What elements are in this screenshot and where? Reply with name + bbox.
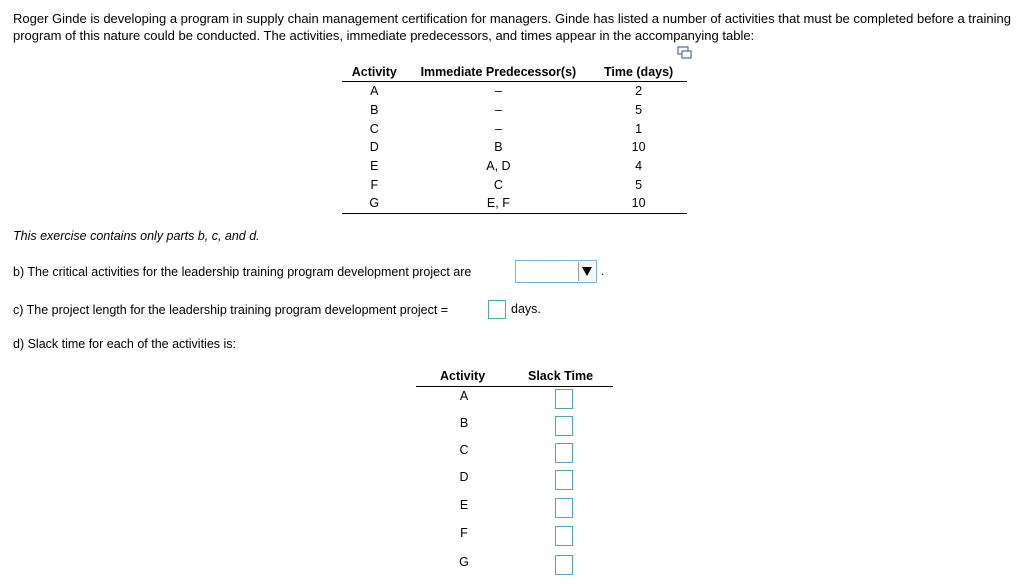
- cell-time: 1: [635, 121, 643, 136]
- cell-activity: A: [370, 84, 379, 99]
- slack-row: [416, 496, 613, 523]
- cell-activity: D: [369, 140, 379, 155]
- slack-activity-label: A: [459, 389, 469, 403]
- cell-predecessors: –: [494, 121, 502, 136]
- table-row: [342, 175, 687, 194]
- cell-predecessors: C: [493, 177, 503, 192]
- table-row: [342, 157, 687, 176]
- slack-activity-label: E: [459, 498, 469, 512]
- cell-activity: E: [370, 159, 379, 174]
- slack-input-f[interactable]: [555, 526, 573, 546]
- cell-time: 10: [631, 140, 646, 155]
- part-b-question: b) The critical activities for the leadership training program development project are: [13, 265, 472, 279]
- copy-to-clipboard-icon[interactable]: [677, 46, 692, 59]
- slack-table-header: [416, 366, 613, 387]
- critical-activities-dropdown[interactable]: [515, 260, 597, 283]
- cell-time: 4: [635, 159, 643, 174]
- cell-time: 5: [635, 103, 643, 118]
- header-time: Time (days): [590, 62, 687, 82]
- cell-activity: C: [369, 121, 379, 136]
- table-row: [342, 82, 687, 101]
- cell-predecessors: –: [494, 84, 502, 99]
- cell-predecessors: –: [494, 103, 502, 118]
- part-d-question: d) Slack time for each of the activities is:: [13, 337, 237, 351]
- slack-row: [416, 414, 613, 441]
- slack-row: [416, 387, 613, 414]
- header-predecessors: Immediate Predecessor(s): [407, 62, 591, 82]
- cell-predecessors: A, D: [486, 159, 511, 174]
- table-row: [342, 119, 687, 138]
- cell-time: 5: [635, 177, 643, 192]
- table-row: [342, 194, 687, 213]
- dropdown-arrow-icon[interactable]: [578, 262, 595, 281]
- slack-activity-label: D: [459, 470, 469, 484]
- slack-row: [416, 524, 613, 551]
- slack-input-c[interactable]: [555, 443, 573, 463]
- cell-predecessors: E, F: [407, 194, 591, 213]
- cell-time: 2: [635, 84, 643, 99]
- slack-row: [416, 468, 613, 495]
- slack-header-activity: Activity: [440, 369, 486, 383]
- slack-header-slack-time: Slack Time: [528, 369, 594, 383]
- slack-row: [416, 553, 613, 580]
- header-activity: Activity: [342, 62, 407, 82]
- activity-table: [342, 62, 687, 214]
- table-row: [342, 138, 687, 157]
- slack-input-d[interactable]: [555, 470, 573, 490]
- activity-table-header: [342, 62, 687, 82]
- slack-input-a[interactable]: [555, 389, 573, 409]
- cell-activity: F: [370, 177, 379, 192]
- cell-predecessors: B: [494, 140, 503, 155]
- cell-activity: B: [370, 103, 379, 118]
- cell-activity: G: [342, 194, 407, 213]
- slack-input-b[interactable]: [555, 416, 573, 436]
- slack-row: [416, 441, 613, 468]
- cell-time: 10: [590, 194, 687, 213]
- slack-input-e[interactable]: [555, 498, 573, 518]
- slack-activity-label: B: [459, 416, 469, 430]
- exercise-note: This exercise contains only parts b, c, and d.: [13, 229, 260, 243]
- part-b-period: .: [601, 264, 605, 278]
- project-length-input[interactable]: [488, 300, 506, 319]
- problem-statement: Roger Ginde is developing a program in supply chain management certification for managers. Ginde has listed a number of activities that must be completed before a training program of this nature could be conducted. The activities, immediate predecessors, and times appear in the accompanying table:: [13, 11, 1011, 43]
- part-c-question: c) The project length for the leadership training program development project =: [13, 303, 449, 317]
- slack-input-g[interactable]: [555, 555, 573, 575]
- slack-activity-label: G: [459, 555, 469, 569]
- slack-activity-label: C: [459, 443, 469, 457]
- table-row: [342, 101, 687, 120]
- days-unit-label: days.: [511, 302, 541, 316]
- slack-activity-label: F: [460, 526, 468, 540]
